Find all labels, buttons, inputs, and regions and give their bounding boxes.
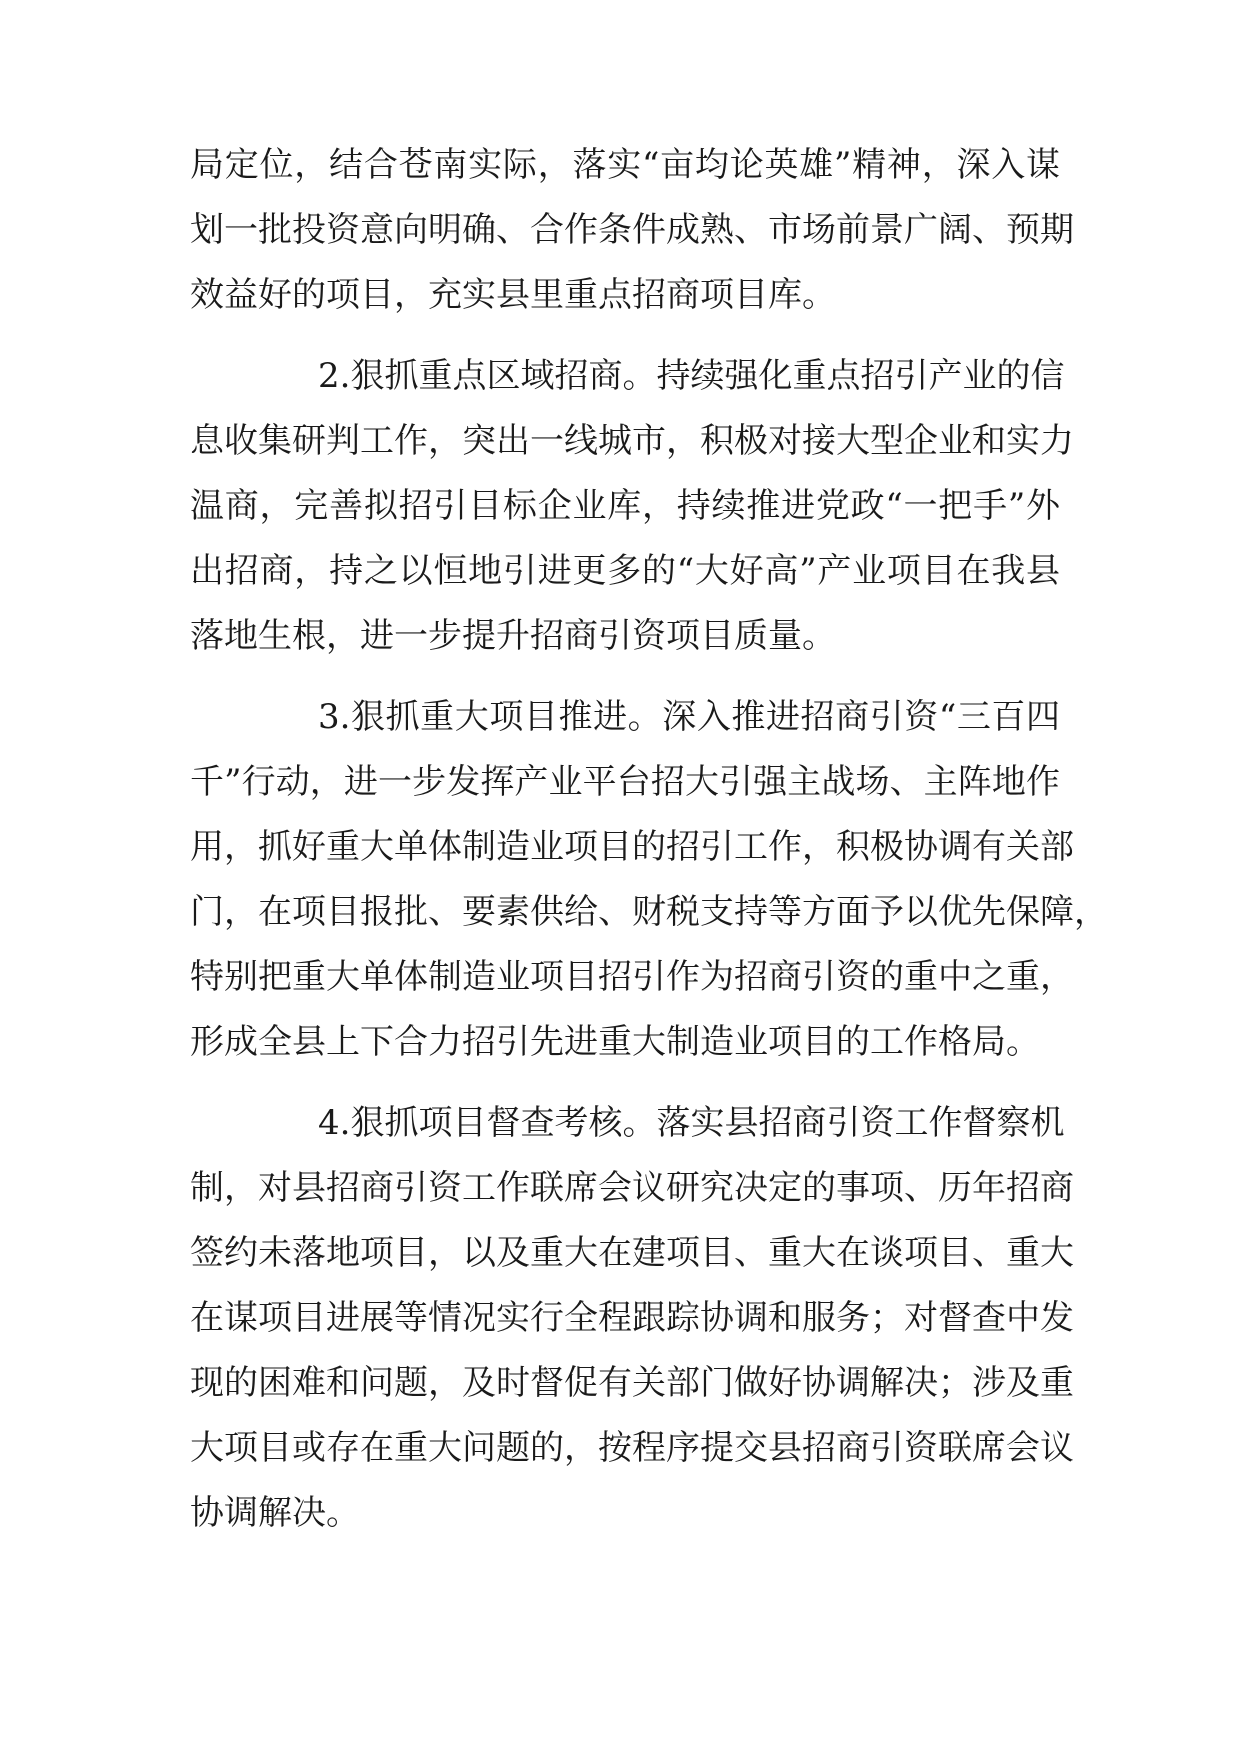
paragraph-start-line: 4.狠抓项目督查考核。落实县招商引资工作督察机 — [318, 1103, 1065, 1143]
text-line: 在谋项目进展等情况实行全程跟踪协调和服务；对督查中发 — [190, 1298, 1074, 1338]
text-line: 温商，完善拟招引目标企业库，持续推进党政“一把手”外 — [190, 486, 1060, 526]
text-line: 出招商，持之以恒地引进更多的“大好高”产业项目在我县 — [190, 551, 1060, 591]
text-line: 形成全县上下合力招引先进重大制造业项目的工作格局。 — [190, 1022, 1040, 1062]
text-line: 现的困难和问题，及时督促有关部门做好协调解决；涉及重 — [190, 1363, 1074, 1403]
paragraph-start-line: 3.狠抓重大项目推进。深入推进招商引资“三百四 — [318, 697, 1060, 737]
text-line: 划一批投资意向明确、合作条件成熟、市场前景广阔、预期 — [190, 210, 1074, 250]
text-line: 千”行动，进一步发挥产业平台招大引强主战场、主阵地作 — [190, 762, 1060, 802]
text-line: 效益好的项目，充实县里重点招商项目库。 — [190, 275, 836, 315]
text-line: 制，对县招商引资工作联席会议研究决定的事项、历年招商 — [190, 1168, 1074, 1208]
paragraph-start-line: 2.狠抓重点区域招商。持续强化重点招引产业的信 — [318, 356, 1065, 396]
text-line: 局定位，结合苍南实际，落实“亩均论英雄”精神，深入谋 — [190, 145, 1060, 185]
text-line: 用，抓好重大单体制造业项目的招引工作，积极协调有关部 — [190, 827, 1074, 867]
text-line: 签约未落地项目，以及重大在建项目、重大在谈项目、重大 — [190, 1233, 1074, 1273]
text-line: 协调解决。 — [190, 1493, 360, 1533]
text-line: 特别把重大单体制造业项目招引作为招商引资的重中之重， — [190, 957, 1074, 997]
text-line: 门，在项目报批、要素供给、财税支持等方面予以优先保障， — [190, 892, 1108, 932]
text-line: 落地生根，进一步提升招商引资项目质量。 — [190, 616, 836, 656]
text-line: 大项目或存在重大问题的，按程序提交县招商引资联席会议 — [190, 1428, 1074, 1468]
text-line: 息收集研判工作，突出一线城市，积极对接大型企业和实力 — [190, 421, 1074, 461]
